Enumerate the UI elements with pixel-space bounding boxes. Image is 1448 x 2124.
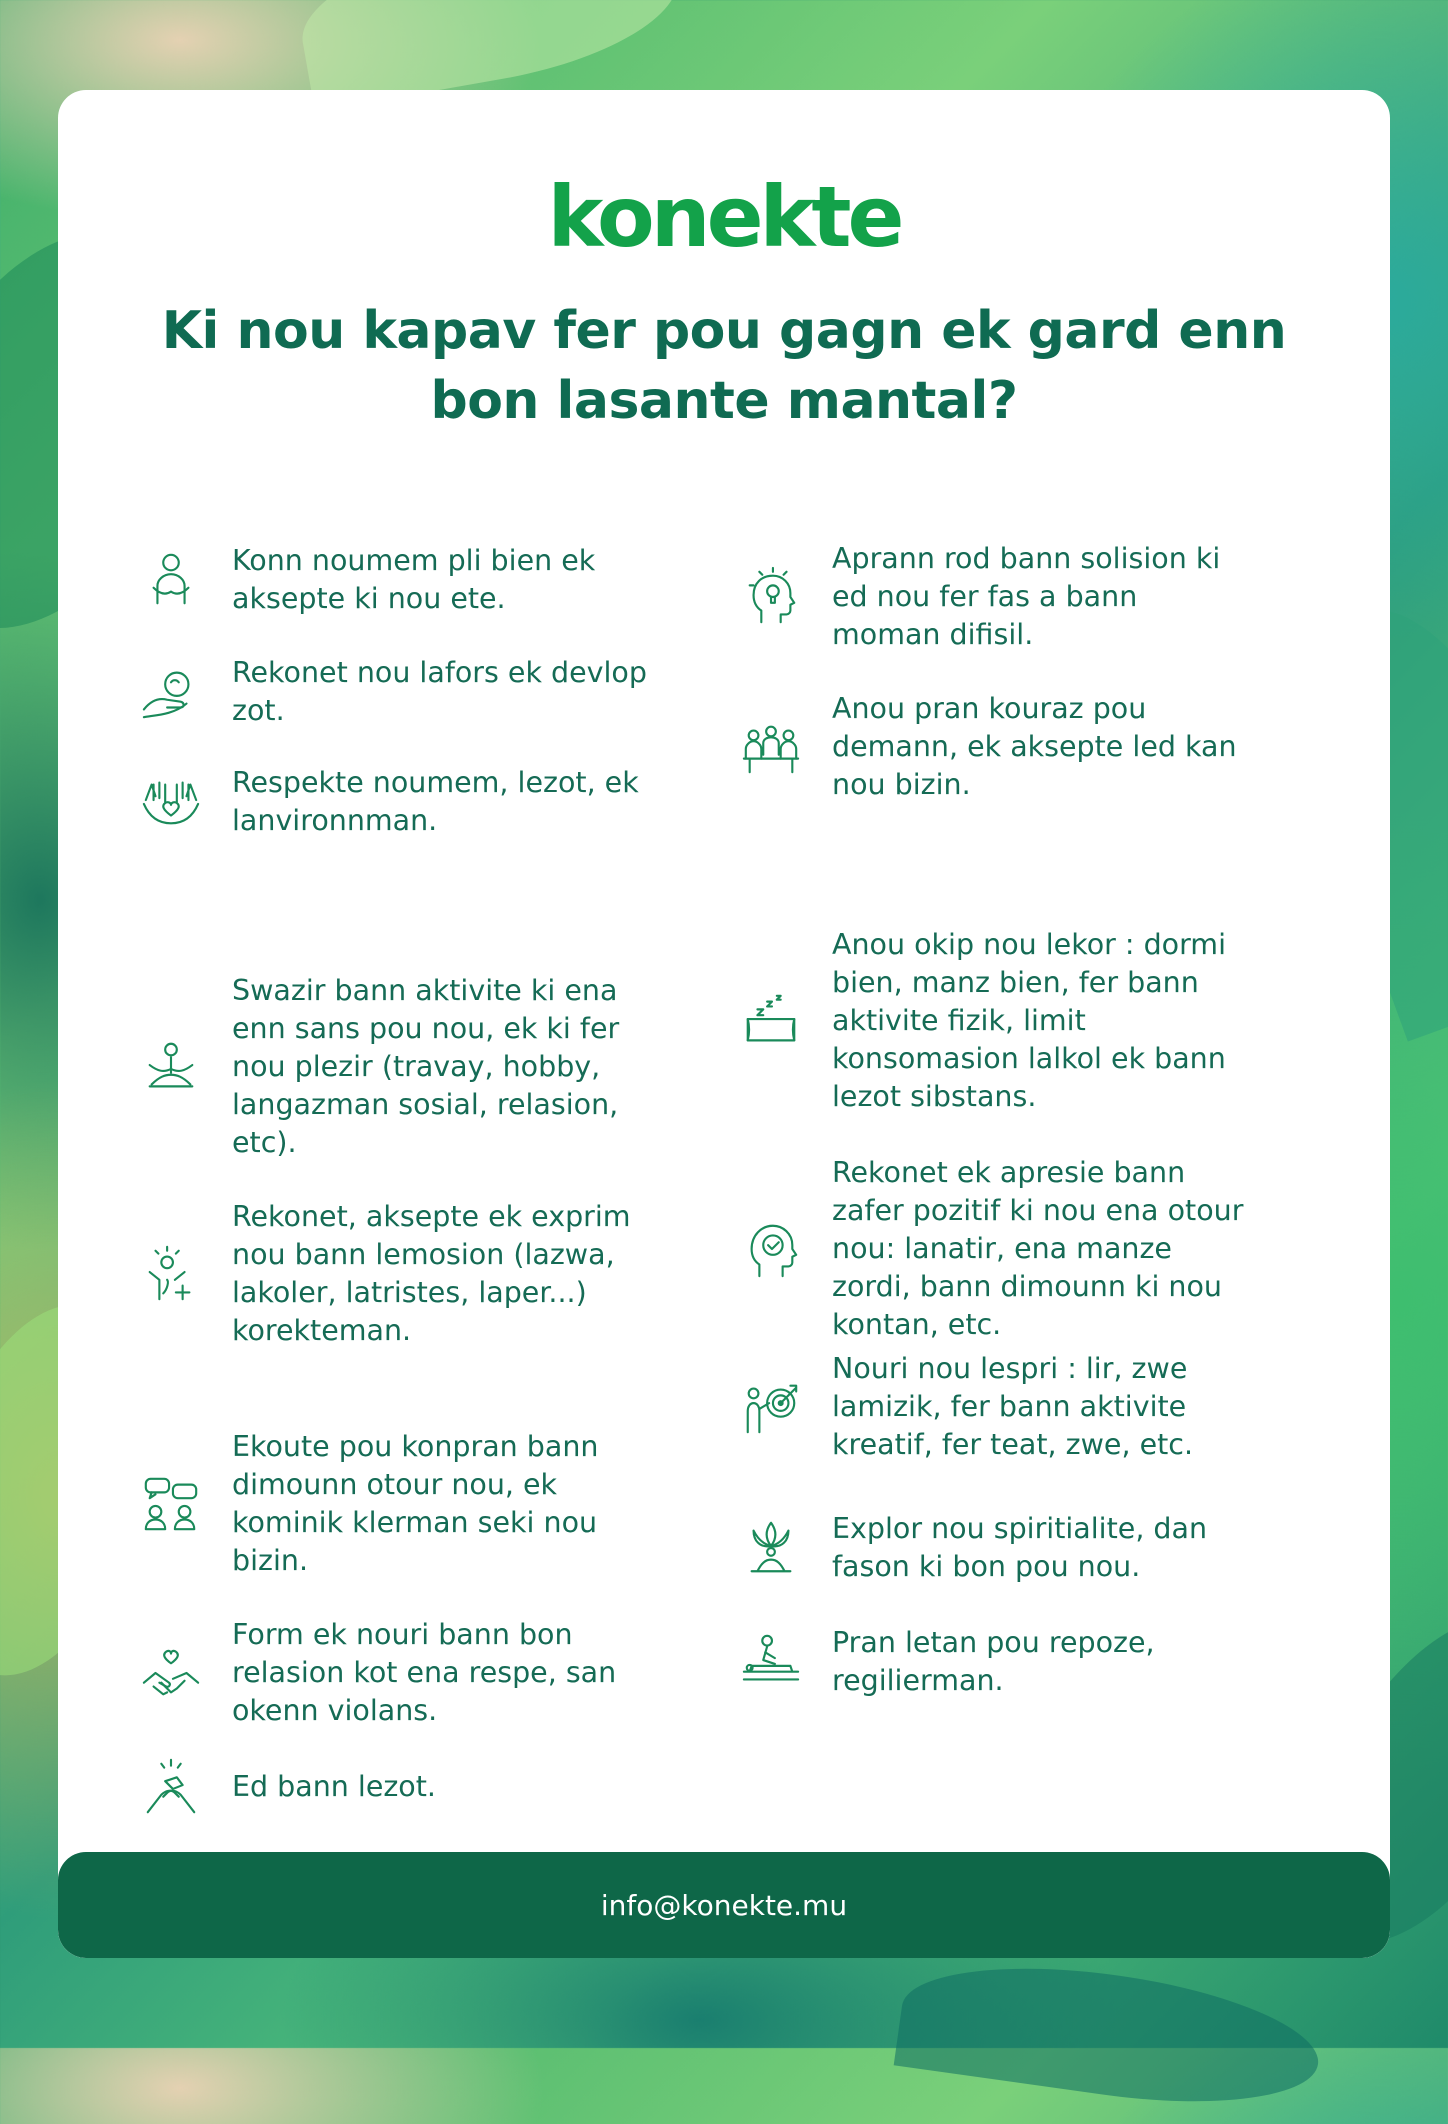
lotus-meditation-icon: [738, 1515, 804, 1581]
hands-heart-icon: [138, 769, 204, 835]
list-item: [738, 1624, 1252, 1700]
list-item-text: Anou okip nou lekor : dormi bien, manz bien, fer bann aktivite fizik, limit konsomasion lalkol ek bann lezot sibstans.: [832, 928, 1226, 1113]
person-health-cross-icon: [138, 1241, 204, 1307]
konekte-logo: konekte: [547, 168, 901, 266]
people-chat-icon: [138, 1471, 204, 1537]
list-item-text: Respekte noumem, lezot, ek lanvironnman.: [232, 766, 639, 837]
list-item: [738, 1350, 1252, 1464]
pillow-sleep-icon: [738, 988, 804, 1054]
head-lightbulb-icon: [738, 564, 804, 630]
massage-rest-icon: [738, 1629, 804, 1695]
contact-email-link[interactable]: info@konekte.mu: [600, 1888, 848, 1922]
hugging-person-icon: [138, 547, 204, 613]
handshake-heart-icon: [138, 1640, 204, 1706]
list-item-text: Rekonet nou lafors ek devlop zot.: [232, 656, 647, 727]
list-item: [138, 1198, 652, 1350]
list-item: [738, 926, 1252, 1116]
contact-footer: [58, 1852, 1390, 1958]
head-checkmark-icon: [738, 1216, 804, 1282]
list-item: [138, 1428, 652, 1580]
hand-holding-head-icon: [138, 659, 204, 725]
list-item-text: Ekoute pou konpran bann dimounn otour nou, ek kominik klerman seki nou bizin.: [232, 1430, 599, 1577]
background-leaf: [894, 1946, 1327, 2123]
list-item: [738, 540, 1252, 654]
person-target-icon: [738, 1374, 804, 1440]
list-item: [138, 764, 652, 840]
list-item-text: Swazir bann aktivite ki ena enn sans pou nou, ek ki fer nou plezir (travay, hobby, langazman sosial, relasion, etc).: [232, 974, 620, 1159]
list-item: [138, 1616, 652, 1730]
list-item-text: Rekonet ek apresie bann zafer pozitif ki nou ena otour nou: lanatir, ena manze zordi, bann dimounn ki nou kontan, etc.: [832, 1156, 1244, 1341]
list-item-text: Form ek nouri bann bon relasion kot ena respe, san okenn violans.: [232, 1618, 617, 1727]
meditation-icon: [138, 1034, 204, 1100]
list-item-text: Aprann rod bann solision ki ed nou fer fas a bann moman difisil.: [832, 542, 1221, 651]
list-item-text: Nouri nou lespri : lir, zwe lamizik, fer bann aktivite kreatif, fer teat, zwe, etc.: [832, 1352, 1194, 1461]
list-item: [138, 654, 652, 730]
list-item: [138, 542, 652, 618]
list-item: [138, 972, 652, 1162]
list-item: [738, 1154, 1252, 1344]
list-item-text: Ed bann lezot.: [232, 1770, 436, 1803]
list-item-text: Pran letan pou repoze, regilierman.: [832, 1626, 1155, 1697]
helping-hands-icon: [138, 1754, 204, 1820]
list-item-text: Konn noumem pli bien ek aksepte ki nou ete.: [232, 544, 596, 615]
list-item-text: Anou pran kouraz pou demann, ek aksepte led kan nou bizin.: [832, 692, 1237, 801]
group-meeting-icon: [738, 714, 804, 780]
list-item-text: Explor nou spiritialite, dan fason ki bon pou nou.: [832, 1512, 1208, 1583]
info-card: [58, 90, 1390, 1958]
list-item: [738, 690, 1252, 804]
page-title: Ki nou kapav fer pou gagn ek gard enn bon lasante mantal?: [161, 301, 1287, 431]
list-item: [738, 1510, 1252, 1586]
list-item-text: Rekonet, aksepte ek exprim nou bann lemosion (lazwa, lakoler, latristes, laper...) korekteman.: [232, 1200, 631, 1347]
list-item: [138, 1754, 652, 1820]
